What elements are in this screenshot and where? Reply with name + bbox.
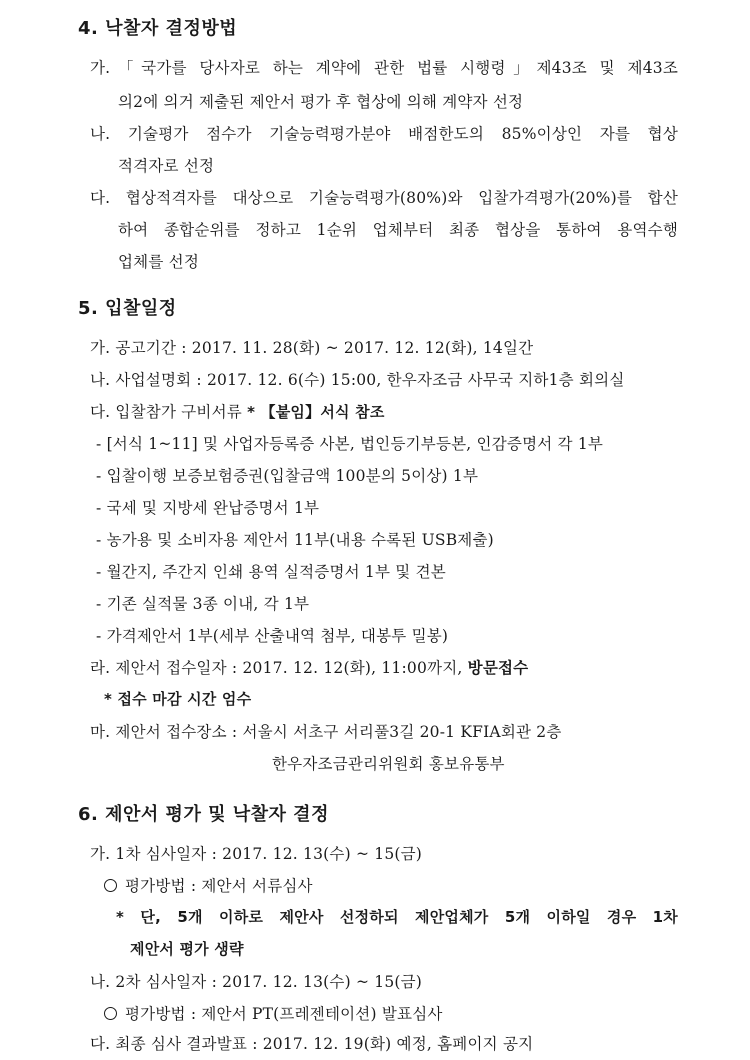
- s6-item-ga-method-text: 평가방법 : 제안서 서류심사: [125, 877, 313, 895]
- s4-item-ga-line2: 의2에 의거 제출된 제안서 평가 후 협상에 의해 계약자 선정: [118, 93, 524, 111]
- section-4-heading: 4. 낙찰자 결정방법: [78, 18, 238, 39]
- section-5-heading: 5. 입찰일정: [78, 298, 177, 319]
- s5-item-da-reference: * 【붙임】서식 참조: [247, 403, 385, 421]
- s4-item-da-line3: 업체를 선정: [118, 253, 199, 271]
- s6-note-line1: * 단, 5개 이하로 제안사 선정하되 제안업체가 5개 이하일 경우 1차: [116, 908, 678, 926]
- s4-item-ga-line1: 가.「국가를 당사자로 하는 계약에 관한 법률 시행령」제43조 및 제43조: [90, 59, 678, 77]
- s5-item-da: [90, 400, 385, 422]
- circle-bullet-icon: [104, 1007, 117, 1020]
- s5-doc-item-5: - 월간지, 주간지 인쇄 용역 실적증명서 1부 및 견본: [96, 563, 446, 581]
- s5-doc-item-1: - [서식 1~11] 및 사업자등록증 사본, 법인등기부등본, 인감증명서 각 1부: [96, 435, 604, 453]
- s5-item-ga: 가. 공고기간 : 2017. 11. 28(화) ~ 2017. 12. 12(화), 14일간: [90, 339, 534, 357]
- s5-item-ma-line2: 한우자조금관리위원회 홍보유통부: [272, 755, 505, 773]
- s5-doc-item-3: - 국세 및 지방세 완납증명서 1부: [96, 499, 320, 517]
- s5-deadline-note: * 접수 마감 시간 엄수: [104, 690, 252, 708]
- s6-item-na-method-text: 평가방법 : 제안서 PT(프레젠테이션) 발표심사: [125, 1005, 443, 1023]
- s6-item-na-method: [104, 1002, 443, 1024]
- s5-item-ra: [90, 656, 528, 678]
- s5-item-da-text: 다. 입찰참가 구비서류: [90, 403, 248, 421]
- circle-bullet-icon: [104, 879, 117, 892]
- s5-item-ra-emphasis: 방문접수: [467, 659, 529, 677]
- s6-item-na: 나. 2차 심사일자 : 2017. 12. 13(수) ~ 15(금): [90, 973, 423, 991]
- s6-item-ga-method: [104, 874, 313, 896]
- s5-item-ra-text: 라. 제안서 접수일자 : 2017. 12. 12(화), 11:00까지,: [90, 659, 468, 677]
- s4-item-da-line2: 하여 종합순위를 정하고 1순위 업체부터 최종 협상을 통하여 용역수행: [118, 221, 678, 239]
- s4-item-na-line2: 적격자로 선정: [118, 157, 215, 175]
- s4-item-na-line1: 나. 기술평가 점수가 기술능력평가분야 배점한도의 85%이상인 자를 협상: [90, 125, 678, 143]
- s5-doc-item-6: - 기존 실적물 3종 이내, 각 1부: [96, 595, 310, 613]
- s5-doc-item-2: - 입찰이행 보증보험증권(입찰금액 100분의 5이상) 1부: [96, 467, 479, 485]
- s4-item-da-line1: 다. 협상적격자를 대상으로 기술능력평가(80%)와 입찰가격평가(20%)를 합산: [90, 189, 678, 207]
- s5-doc-item-7: - 가격제안서 1부(세부 산출내역 첨부, 대봉투 밀봉): [96, 627, 449, 645]
- s5-item-na: 나. 사업설명회 : 2017. 12. 6(수) 15:00, 한우자조금 사무국 지하1층 회의실: [90, 371, 625, 389]
- s6-item-ga: 가. 1차 심사일자 : 2017. 12. 13(수) ~ 15(금): [90, 845, 423, 863]
- s5-item-ma-line1: 마. 제안서 접수장소 : 서울시 서초구 서리풀3길 20-1 KFIA회관 2층: [90, 723, 562, 741]
- s5-doc-item-4: - 농가용 및 소비자용 제안서 11부(내용 수록된 USB제출): [96, 531, 494, 549]
- s6-note-line2: 제안서 평가 생략: [130, 940, 244, 958]
- s6-item-da: 다. 최종 심사 결과발표 : 2017. 12. 19(화) 예정, 홈페이지 공지: [90, 1035, 534, 1053]
- section-6-heading: 6. 제안서 평가 및 낙찰자 결정: [78, 804, 329, 825]
